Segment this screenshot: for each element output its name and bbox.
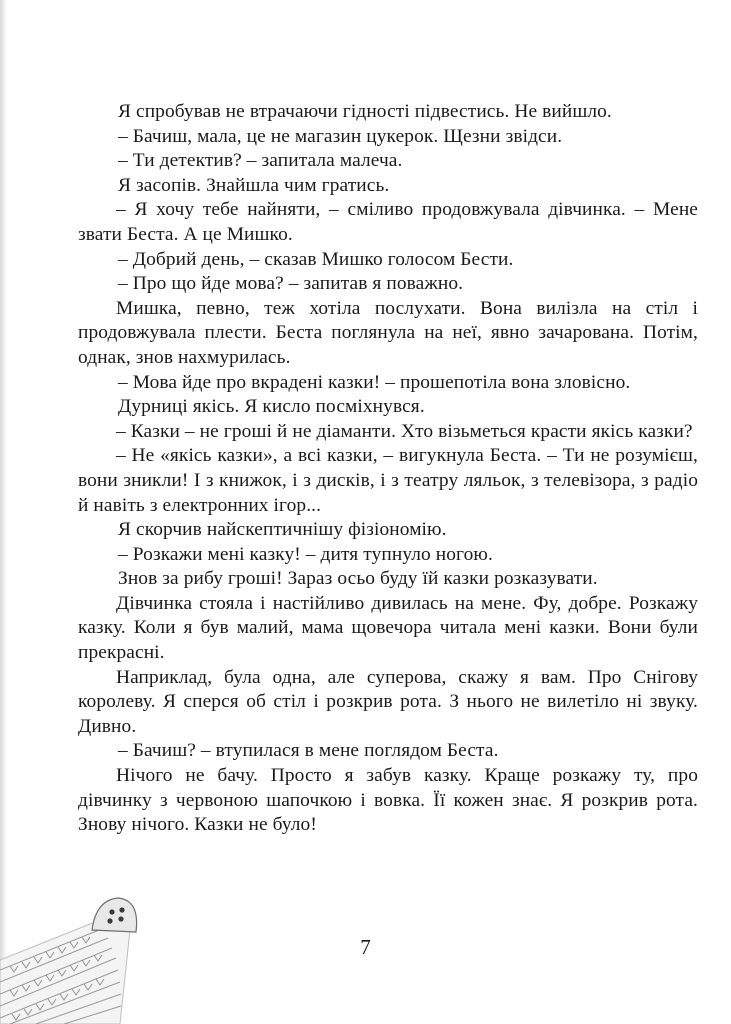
paragraph: Знов за рибу гроші! Зараз осьо буду їй казки розказувати. bbox=[118, 568, 598, 590]
paragraph: – Казки – не гроші й не діаманти. Хто візьметься красти якісь казки? bbox=[116, 420, 693, 442]
paragraph: Я скорчив найскептичнішу фізіономію. bbox=[118, 519, 447, 541]
paragraph: Я засопів. Знайшла чим гратись. bbox=[118, 174, 390, 196]
paragraph: – Мова йде про вкрадені казки! – прошепотіла вона зловісно. bbox=[118, 371, 631, 393]
paragraph: Я спробував не втрачаючи гідності підвестись. Не вийшло. bbox=[118, 101, 612, 122]
paragraph: – Бачиш, мала, це не магазин цукерок. Щезни звідси. bbox=[118, 125, 563, 147]
paragraph: – Бачиш? – втупилася в мене поглядом Беста. bbox=[118, 740, 499, 762]
paragraph: – Не «якісь казки», а всі казки, – вигукнула Беста. – Ти не розумієш, вони зникли! І з книжок, і з дисків, і з театру ляльок, з телевізора, з радіо й навіть з електронних ігор... bbox=[78, 445, 698, 516]
paragraph: – Я хочу тебе найняти, – сміливо продовжувала дівчинка. – Мене звати Беста. А це Мишко. bbox=[78, 199, 698, 245]
paragraph: Нічого не бачу. Просто я забув казку. Краще розкажу ту, про дівчинку з червоною шапочкою і вовка. Її кожен знає. Я розкрив рота. Знову нічого. Казки не було! bbox=[78, 765, 698, 836]
paragraph: – Розкажи мені казку! – дитя тупнуло ногою. bbox=[118, 543, 493, 565]
paragraph: – Ти детектив? – запитала малеча. bbox=[118, 150, 403, 172]
paragraph: – Про що йде мова? – запитав я поважно. bbox=[118, 273, 464, 295]
paragraph: Дівчинка стояла і настійливо дивилась на мене. Фу, добре. Розкажу казку. Коли я був малий, мама щовечора читала мені казки. Вони були прекрасні. bbox=[78, 592, 698, 664]
page-edge-shadow bbox=[0, 0, 7, 1024]
body-text bbox=[78, 100, 698, 838]
paragraph: – Добрий день, – сказав Мишко голосом Бести. bbox=[118, 248, 514, 270]
paragraph: Мишка, певно, теж хотіла послухати. Вона вилізла на стіл і продовжувала плести. Беста поглянула на неї, явно зачарована. Потім, однак, знов нахмурилась. bbox=[78, 297, 698, 368]
paragraph: Наприклад, була одна, але суперова, скажу я вам. Про Снігову королеву. Я сперся об стіл і розкрив рота. З нього не вилетіло ні звуку. Дивно. bbox=[78, 666, 698, 737]
page-number: 7 bbox=[360, 935, 371, 959]
paragraph: Дурниці якісь. Я кисло посміхнувся. bbox=[118, 396, 425, 418]
